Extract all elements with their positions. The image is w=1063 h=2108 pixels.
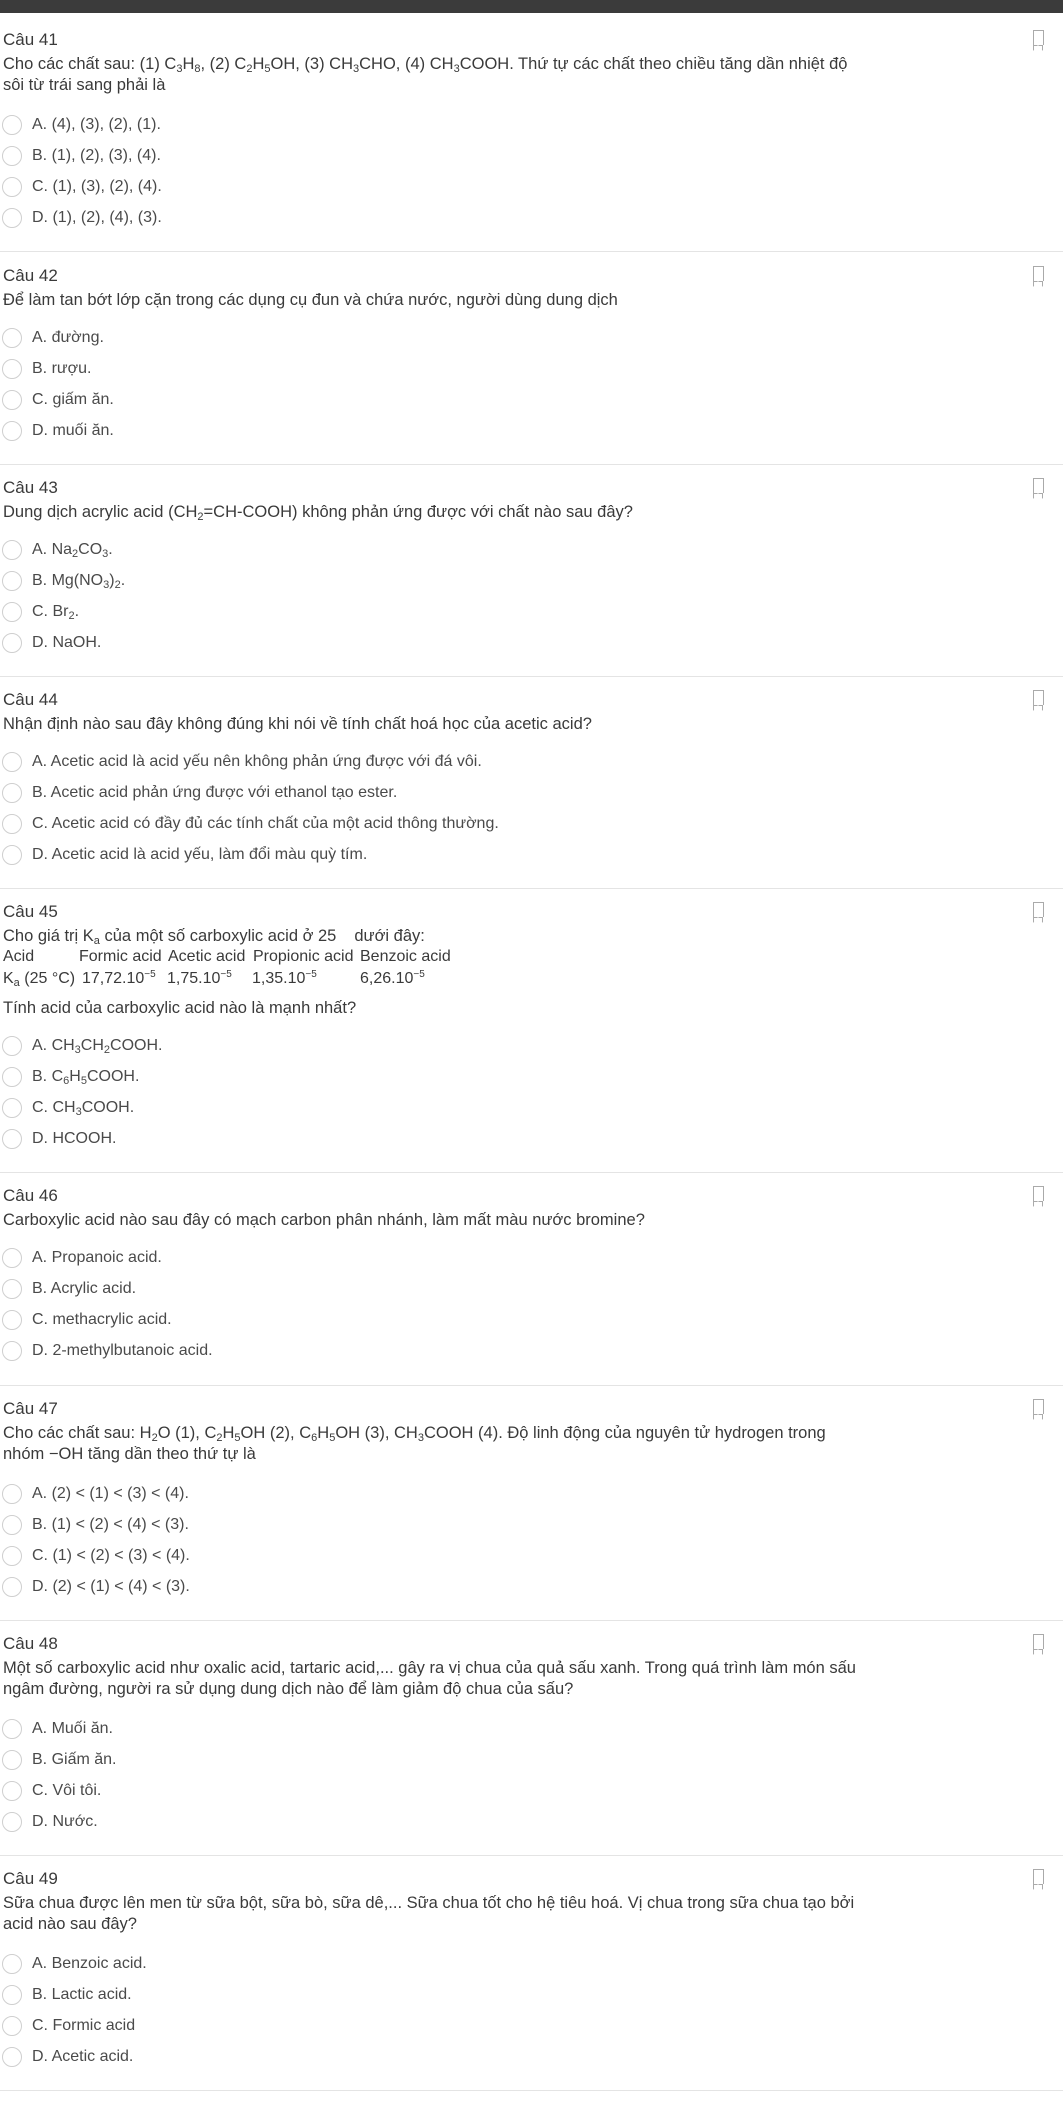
radio-button[interactable] xyxy=(2,633,22,653)
radio-button[interactable] xyxy=(2,1719,22,1739)
divider xyxy=(0,888,1063,889)
radio-button[interactable] xyxy=(2,1341,22,1361)
radio-button[interactable] xyxy=(2,1577,22,1597)
divider xyxy=(0,676,1063,677)
bookmark-icon[interactable] xyxy=(1033,266,1044,281)
radio-button[interactable] xyxy=(2,1248,22,1268)
question-number: Câu 43 xyxy=(3,478,58,497)
divider xyxy=(0,2090,1063,2091)
radio-button[interactable] xyxy=(2,1515,22,1535)
question-number: Câu 44 xyxy=(3,690,58,709)
question-stem: Sữa chua được lên men từ sữa bột, sữa bò, sữa dê,... Sữa chua tốt cho hệ tiêu hoá. Vị chua trong sữa chua tạo bởi acid nào sau đây? xyxy=(3,1894,855,1933)
radio-button[interactable] xyxy=(2,359,22,379)
divider xyxy=(0,1172,1063,1173)
radio-button[interactable] xyxy=(2,1098,22,1118)
question-stem: Nhận định nào sau đây không đúng khi nói về tính chất hoá học của acetic acid? xyxy=(3,715,592,733)
question-stem: Cho các chất sau: (1) $C_3H_8$, (2) $C_2H_5OH$, (3) $CH_3CHO$, (4) $CH_3COOH$. Thứ tự các chất theo chiều tăng dần nhiệt độ sôi từ trái sang phải là xyxy=(3,55,848,94)
radio-button[interactable] xyxy=(2,421,22,441)
radio-button[interactable] xyxy=(2,1279,22,1299)
question-number: Câu 47 xyxy=(3,1399,58,1418)
bookmark-icon[interactable] xyxy=(1033,1869,1044,1884)
divider xyxy=(0,1620,1063,1621)
radio-button[interactable] xyxy=(2,602,22,622)
radio-button[interactable] xyxy=(2,1985,22,2005)
divider xyxy=(0,464,1063,465)
radio-button[interactable] xyxy=(2,845,22,865)
divider xyxy=(0,1855,1063,1856)
radio-button[interactable] xyxy=(2,1036,22,1056)
question-number: Câu 42 xyxy=(3,266,58,285)
radio-button[interactable] xyxy=(2,2016,22,2036)
radio-button[interactable] xyxy=(2,208,22,228)
radio-button[interactable] xyxy=(2,1750,22,1770)
bookmark-icon[interactable] xyxy=(1033,478,1044,493)
radio-button[interactable] xyxy=(2,328,22,348)
bookmark-icon[interactable] xyxy=(1033,690,1044,705)
radio-button[interactable] xyxy=(2,1484,22,1504)
question-number: Câu 46 xyxy=(3,1186,58,1205)
question-number: Câu 45 xyxy=(3,902,58,921)
bookmark-icon[interactable] xyxy=(1033,30,1044,45)
radio-button[interactable] xyxy=(2,390,22,410)
radio-button[interactable] xyxy=(2,1310,22,1330)
question-stem: Một số carboxylic acid như oxalic acid, tartaric acid,... gây ra vị chua của quả sấu xanh. Trong quá trình làm món sấu ngâm đường, người ra sử dụng dung dịch nào để làm giảm độ chua của sấu? xyxy=(3,1659,856,1698)
question-number: Câu 48 xyxy=(3,1634,58,1653)
radio-button[interactable] xyxy=(2,146,22,166)
divider xyxy=(0,1385,1063,1386)
question-stem: Dung dịch acrylic acid $(CH_2=CH-COOH)$ không phản ứng được với chất nào sau đây? xyxy=(3,503,633,523)
question-prompt: Tính acid của carboxylic acid nào là mạnh nhất? xyxy=(3,999,357,1017)
question-number: Câu 41 xyxy=(3,30,58,49)
radio-button[interactable] xyxy=(2,814,22,834)
radio-button[interactable] xyxy=(2,540,22,560)
bookmark-icon[interactable] xyxy=(1033,1634,1044,1649)
question-stem: Để làm tan bớt lớp cặn trong các dụng cụ đun và chứa nước, người dùng dung dịch xyxy=(3,291,618,309)
question-stem: Carboxylic acid nào sau đây có mạch carbon phân nhánh, làm mất màu nước bromine? xyxy=(3,1211,645,1229)
question-number: Câu 49 xyxy=(3,1869,58,1888)
radio-button[interactable] xyxy=(2,177,22,197)
bookmark-icon[interactable] xyxy=(1033,1186,1044,1201)
radio-button[interactable] xyxy=(2,1546,22,1566)
divider xyxy=(0,251,1063,252)
question-stem: Cho giá trị $K_a$ của một số carboxylic acid ở 25 dưới đây: xyxy=(3,927,425,947)
question-stem: Cho các chất sau: $H_2O$ (1), $C_2H_5OH$ (2), $C_6H_5OH$ (3), $CH_3COOH$ (4). Độ linh động của nguyên tử hydrogen trong nhóm −OH tăng dần theo thứ tự là xyxy=(3,1424,826,1463)
radio-button[interactable] xyxy=(2,1954,22,1974)
radio-button[interactable] xyxy=(2,752,22,772)
radio-button[interactable] xyxy=(2,1067,22,1087)
bookmark-icon[interactable] xyxy=(1033,1399,1044,1414)
bookmark-icon[interactable] xyxy=(1033,902,1044,917)
radio-button[interactable] xyxy=(2,1781,22,1801)
radio-button[interactable] xyxy=(2,783,22,803)
radio-button[interactable] xyxy=(2,1129,22,1149)
radio-button[interactable] xyxy=(2,115,22,135)
radio-button[interactable] xyxy=(2,1812,22,1832)
radio-button[interactable] xyxy=(2,571,22,591)
radio-button[interactable] xyxy=(2,2047,22,2067)
window-top-bar xyxy=(0,0,1063,13)
